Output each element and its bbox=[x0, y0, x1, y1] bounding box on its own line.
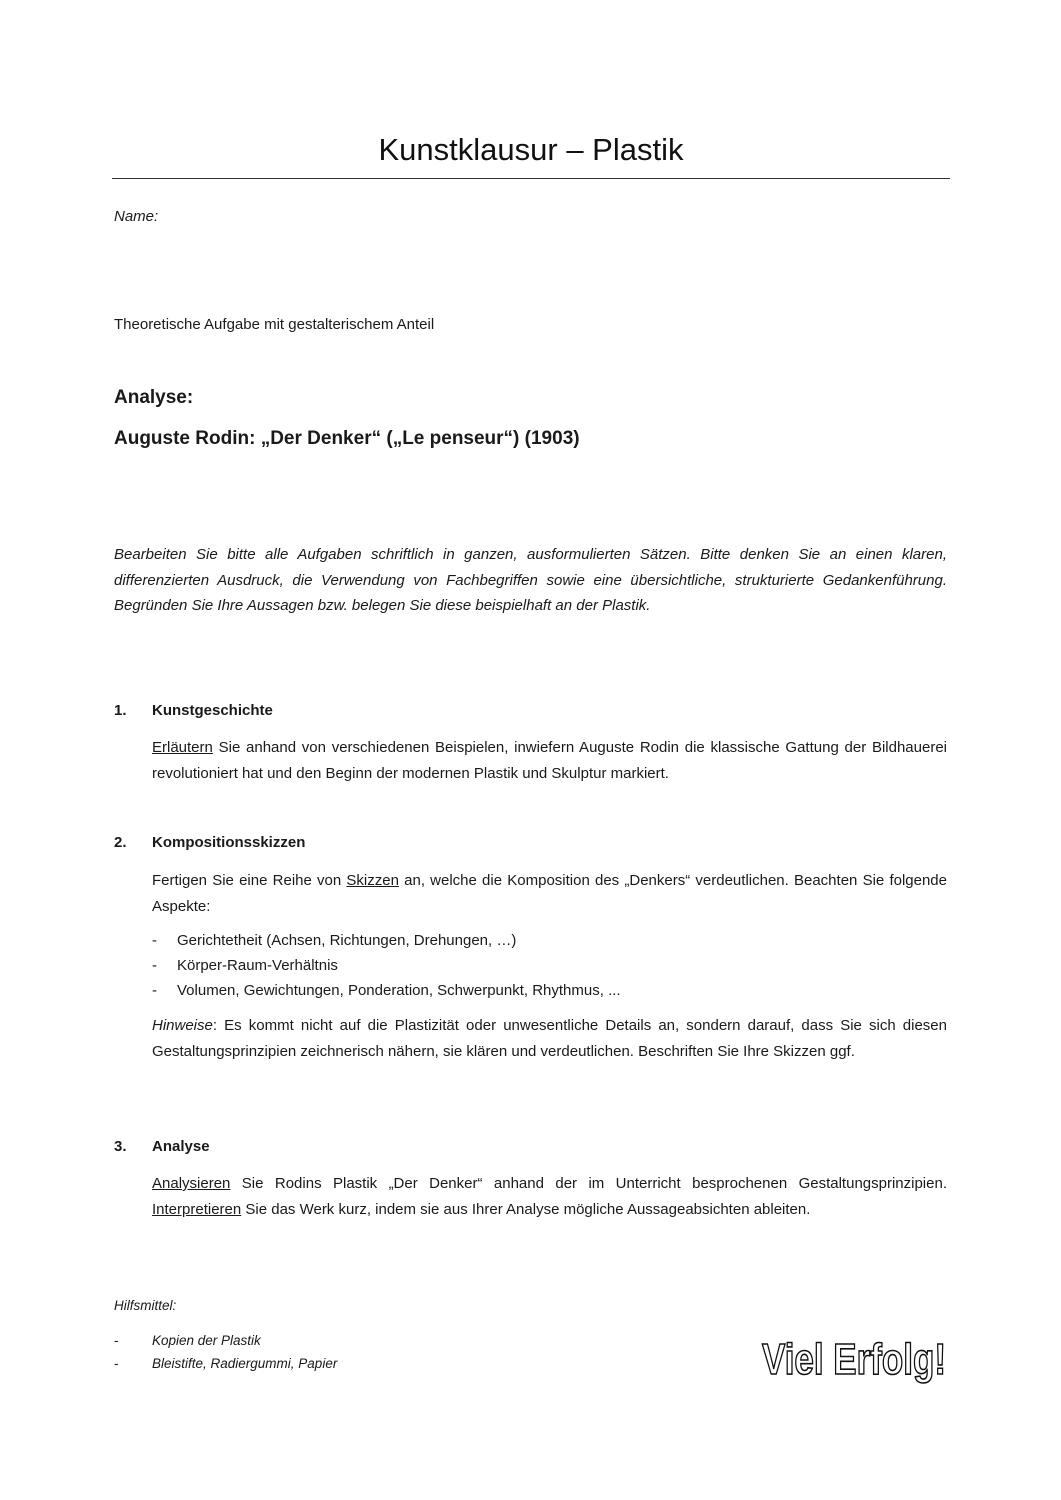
list-item bbox=[152, 953, 947, 978]
hint-label: Hinweise bbox=[152, 1017, 213, 1034]
task-3-text-2: Sie das Werk kurz, indem sie aus Ihrer Analyse mögliche Aussageabsichten ableiten. bbox=[241, 1200, 811, 1218]
artwork-heading: Auguste Rodin: „Der Denker“ („Le penseur“) (1903) bbox=[114, 428, 580, 449]
aids-label: Hilfsmittel: bbox=[114, 1298, 177, 1313]
task-1-number: 1. bbox=[114, 702, 127, 719]
good-luck-message bbox=[760, 1326, 950, 1386]
task-2-text bbox=[152, 868, 947, 919]
list-item bbox=[114, 1330, 337, 1353]
analyse-heading: Analyse: bbox=[114, 387, 194, 408]
list-item bbox=[152, 978, 947, 1003]
task-2-text-before: Fertigen Sie eine Reihe von bbox=[152, 872, 347, 889]
title-divider bbox=[112, 178, 950, 179]
task-2-text-after: an, welche die Komposition des „Denkers“ verdeutlichen. Beachten Sie folgende Aspekte: bbox=[152, 872, 947, 915]
list-item bbox=[114, 1353, 337, 1376]
name-label: Name: bbox=[114, 208, 159, 225]
page-title: Kunstklausur – Plastik bbox=[378, 132, 684, 167]
task-3-verb-1: Analysieren bbox=[152, 1175, 231, 1192]
task-type-subtitle: Theoretische Aufgabe mit gestalterischem Anteil bbox=[114, 316, 435, 333]
task-3-number: 3. bbox=[114, 1138, 127, 1155]
task-2-hint bbox=[152, 1013, 947, 1064]
aid-text: Kopien der Plastik bbox=[152, 1333, 261, 1348]
hint-text: : Es kommt nicht auf die Plastizität oder unwesentliche Details an, sondern darauf, dass Sie sich diesen Gestaltungsprinzipien zeichnerisch nähern, sie klären und verdeutlichen. Beschriften Sie Ihre Skizzen ggf. bbox=[152, 1017, 947, 1060]
bullet-marker: - bbox=[152, 982, 157, 999]
aids-list bbox=[114, 1330, 337, 1375]
good-luck-text: Viel Erfolg! bbox=[762, 1335, 946, 1384]
bullet-marker: - bbox=[152, 957, 157, 974]
task-2-verb: Skizzen bbox=[346, 872, 399, 889]
list-item bbox=[152, 928, 947, 953]
task-2-aspect-list bbox=[152, 928, 947, 1003]
aspect-text: Volumen, Gewichtungen, Ponderation, Schwerpunkt, Rhythmus, ... bbox=[177, 982, 621, 999]
bullet-marker: - bbox=[152, 932, 157, 949]
bullet-marker: - bbox=[114, 1355, 119, 1371]
aspect-text: Gerichtetheit (Achsen, Richtungen, Drehungen, …) bbox=[177, 932, 517, 949]
task-1-body: Sie anhand von verschiedenen Beispielen, inwiefern Auguste Rodin die klassische Gattung der Bildhauerei revolutioniert hat und den Beginn der modernen Plastik und Skulptur markiert. bbox=[152, 739, 947, 782]
task-2-heading: Kompositionsskizzen bbox=[152, 834, 306, 851]
bullet-marker: - bbox=[114, 1333, 119, 1348]
aid-text: Bleistifte, Radiergummi, Papier bbox=[152, 1355, 338, 1371]
instructions-paragraph: Bearbeiten Sie bitte alle Aufgaben schriftlich in ganzen, ausformulierten Sätzen. Bitte denken Sie an einen klaren, differenzierten Ausdruck, die Verwendung von Fachbegriffen sowie eine übersichtliche, strukturierte Gedankenführung. Begründen Sie Ihre Aussagen bzw. belegen Sie diese beispielhaft an der Plastik. bbox=[114, 546, 947, 614]
task-3-text-1: Sie Rodins Plastik „Der Denker“ anhand der im Unterricht besprochenen Gestaltungsprinzipien. bbox=[230, 1175, 947, 1192]
task-1-text bbox=[152, 735, 947, 786]
task-1-heading: Kunstgeschichte bbox=[152, 702, 273, 719]
task-1-verb: Erläutern bbox=[152, 739, 213, 756]
task-3-text bbox=[152, 1171, 947, 1222]
aspect-text: Körper-Raum-Verhältnis bbox=[177, 957, 338, 974]
task-3-verb-2: Interpretieren bbox=[152, 1200, 242, 1218]
task-3-heading: Analyse bbox=[152, 1138, 210, 1155]
task-2-number: 2. bbox=[114, 834, 127, 851]
